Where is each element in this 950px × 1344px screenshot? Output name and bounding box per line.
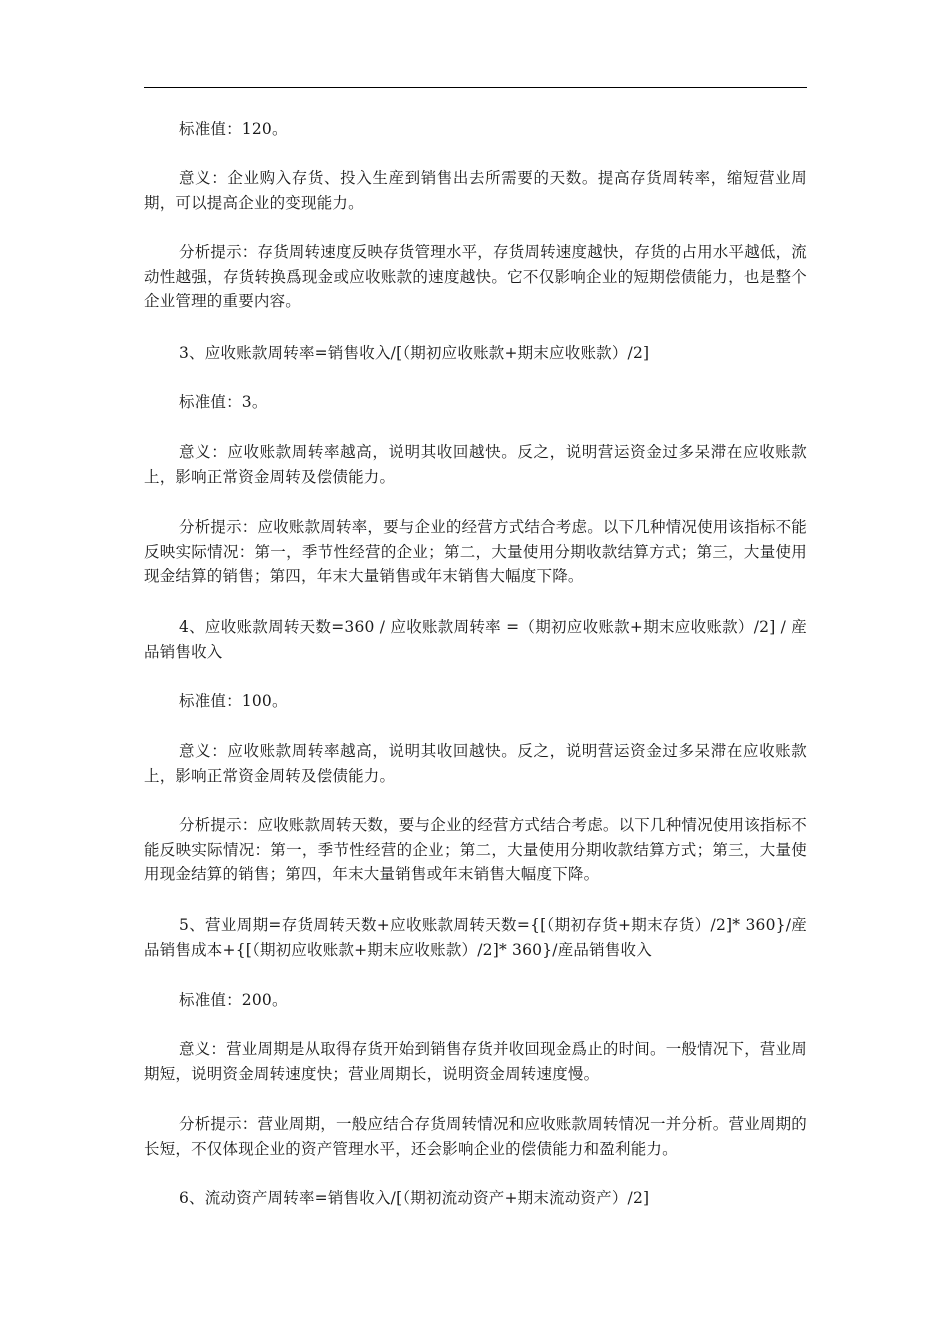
analysis-hint-paragraph: 分析提示：应收账款周转天数，要与企业的经营方式结合考虑。以下几种情况使用该指标不能反映实际情况：第一，季节性经营的企业；第二，大量使用分期收款结算方式；第三，大量使用现金结算的销售；第四，年末大量销售或年末销售大幅度下降。: [144, 816, 808, 883]
formula-heading: 6、流动资产周转率=销售收入/[（期初流动资产+期末流动资产）/2]: [179, 1189, 650, 1207]
meaning-paragraph: 意义：营业周期是从取得存货开始到销售存货并收回现金爲止的时间。一般情况下，营业周期短，说明资金周转速度快；营业周期长，说明资金周转速度慢。: [144, 1040, 808, 1083]
analysis-hint-paragraph: 分析提示：应收账款周转率，要与企业的经营方式结合考虑。以下几种情况使用该指标不能反映实际情况：第一，季节性经营的企业；第二，大量使用分期收款结算方式；第三，大量使用现金结算的销售；第四，年末大量销售或年末销售大幅度下降。: [144, 518, 808, 585]
formula-heading: 4、应收账款周转天数=360 / 应收账款周转率 =（期初应收账款+期末应收账款）/2] / 産品销售收入: [144, 618, 807, 661]
standard-value-paragraph: 标准值：120。: [179, 120, 288, 138]
analysis-hint-paragraph: 分析提示：存货周转速度反映存货管理水平，存货周转速度越快，存货的占用水平越低，流动性越强，存货转换爲现金或应收账款的速度越快。它不仅影响企业的短期偿债能力，也是整个企业管理的重要内容。: [144, 243, 808, 310]
standard-value-paragraph: 标准值：3。: [179, 393, 268, 411]
analysis-hint-paragraph: 分析提示：营业周期，一般应结合存货周转情况和应收账款周转情况一并分析。营业周期的长短，不仅体现企业的资产管理水平，还会影响企业的偿债能力和盈利能力。: [144, 1115, 808, 1158]
meaning-paragraph: 意义：应收账款周转率越高，说明其收回越快。反之，说明营运资金过多呆滞在应收账款上，影响正常资金周转及偿债能力。: [144, 443, 807, 486]
formula-heading: 3、应收账款周转率=销售收入/[（期初应收账款+期末应收账款）/2]: [179, 344, 650, 362]
meaning-paragraph: 意义：企业购入存货、投入生産到销售出去所需要的天数。提高存货周转率，缩短营业周期，可以提高企业的变现能力。: [144, 169, 807, 212]
standard-value-paragraph: 标准值：200。: [179, 991, 288, 1009]
header-rule: [144, 87, 807, 88]
meaning-paragraph: 意义：应收账款周转率越高，说明其收回越快。反之，说明营运资金过多呆滞在应收账款上，影响正常资金周转及偿债能力。: [144, 742, 807, 785]
standard-value-paragraph: 标准值：100。: [179, 692, 288, 710]
formula-heading: 5、营业周期=存货周转天数+应收账款周转天数={[（期初存货+期末存货）/2]* 360}/産品销售成本+{[（期初应收账款+期末应收账款）/2]* 360}/産品销售收入: [144, 916, 807, 959]
